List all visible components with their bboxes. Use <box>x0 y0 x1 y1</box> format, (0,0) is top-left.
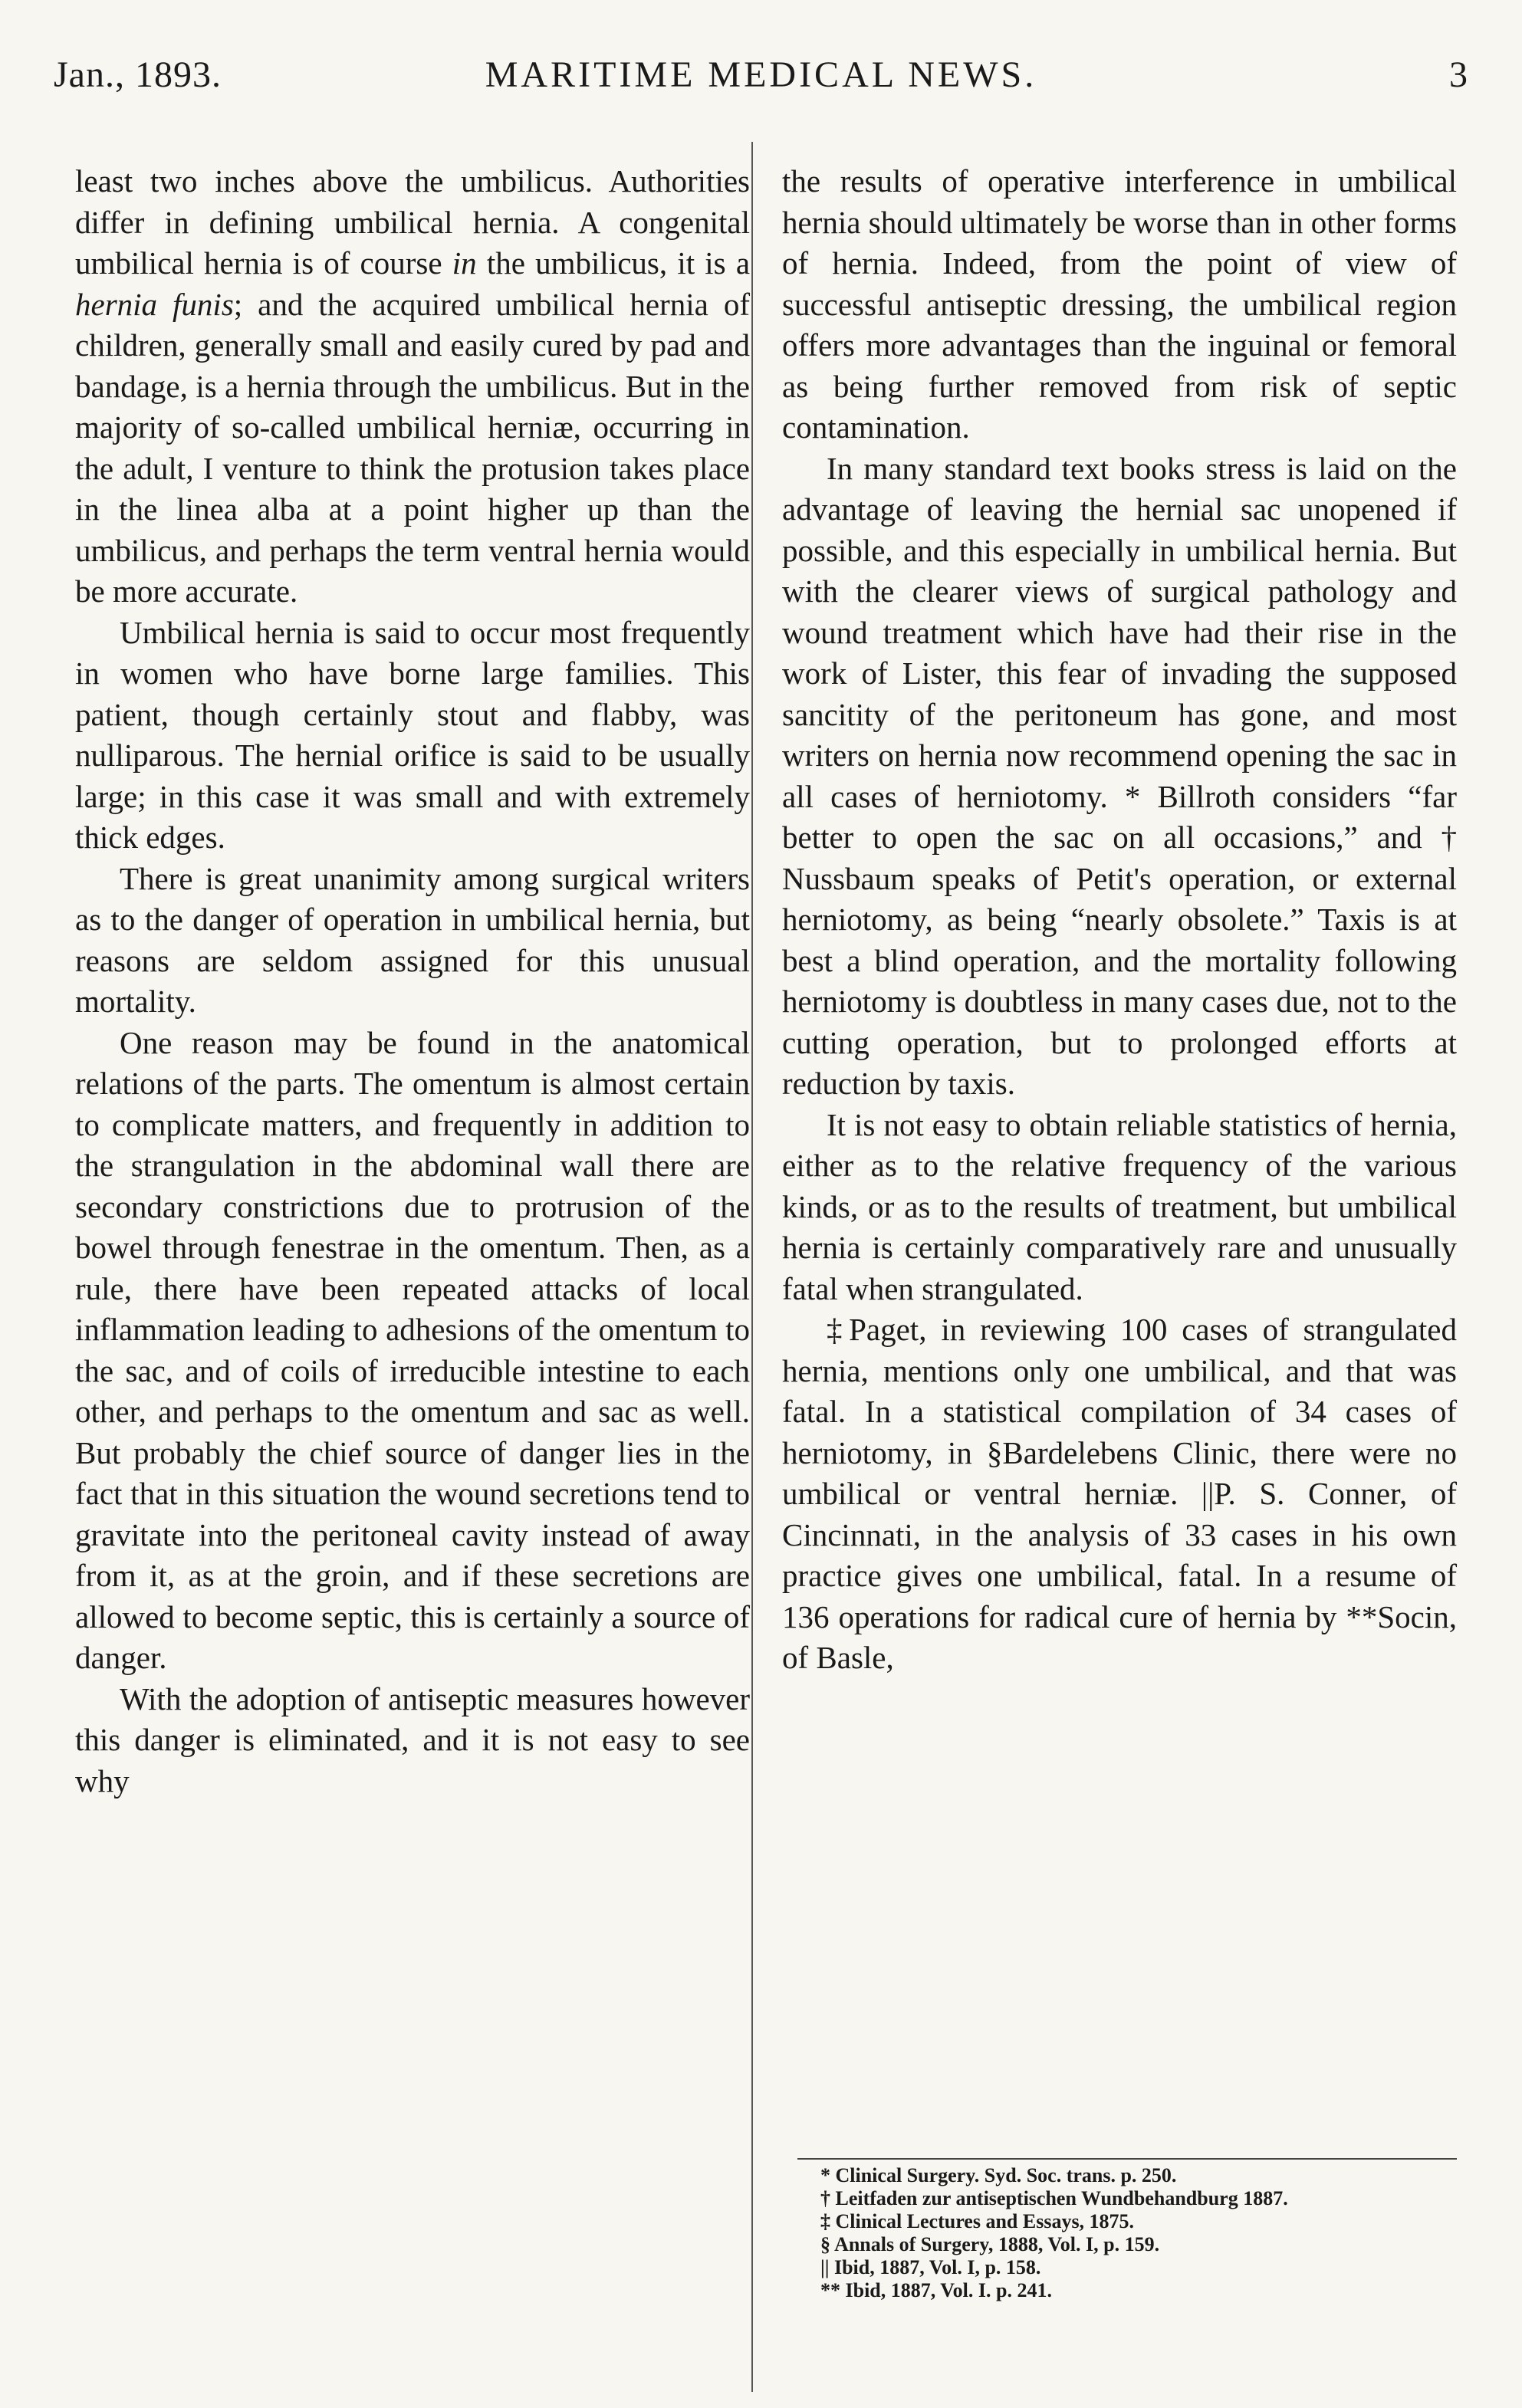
footnotes <box>797 2158 1457 2302</box>
footnote: || Ibid, 1887, Vol. I, p. 158. <box>820 2256 1041 2278</box>
paragraph: It is not easy to obtain reliable statistics of hernia, either as to the relative frequency of the various kinds, or as to the results of treatment, but umbilical hernia is certainly comparatively rare and unusually fatal when strangulated. <box>782 1106 1457 1306</box>
paragraph: One reason may be found in the anatomical relations of the parts. The omentum is almost certain to complicate matters, and frequently in addition to the strangulation in the abdominal wall there are secondary constrictions due to protrusion of the bowel through fenestrae in the omentum. Then, as a rule, there have been repeated attacks of local inflammation leading to adhesions of the omentum to the sac, and of coils of irreducible intestine to each other, and perhaps to the omentum and sac as well. But probably the chief source of danger lies in the fact that in this situation the wound secretions tend to gravitate into the peritoneal cavity instead of away from it, as at the groin, and if these secretions are allowed to become septic, this is certainly a source of danger. <box>75 1024 750 1675</box>
footnote: † Leitfaden zur antiseptischen Wundbehandburg 1887. <box>820 2187 1288 2209</box>
paragraph: There is great unanimity among surgical writers as to the danger of operation in umbilical hernia, but reasons are seldom assigned for this unusual mortality. <box>75 860 750 1019</box>
footnote: ** Ibid, 1887, Vol. I. p. 241. <box>820 2279 1052 2301</box>
emphasis-text: hernia funis <box>75 286 234 322</box>
paragraph-text: the umbilicus, it is a <box>486 245 751 281</box>
footnote: * Clinical Surgery. Syd. Soc. trans. p. 250. <box>820 2164 1177 2186</box>
footnote: ‡ Clinical Lectures and Essays, 1875. <box>820 2210 1135 2232</box>
right-column <box>782 161 1457 1679</box>
emphasis-text: in <box>452 245 477 281</box>
paragraph <box>75 161 750 613</box>
paragraph: the results of operative interference in umbilical hernia should ultimately be worse than in other forms of hernia. Indeed, from the point of view of successful antiseptic dressing, the umbilical region offers more advantages than the inguinal or femoral as being further removed from risk of septic contamination. <box>782 163 1457 445</box>
paragraph: Umbilical hernia is said to occur most frequently in women who have borne large families. This patient, though certainly stout and flabby, was nulliparous. The hernial orifice is said to be usually large; in this case it was small and with extremely thick edges. <box>75 614 750 855</box>
left-column <box>75 161 750 1802</box>
footnote: § Annals of Surgery, 1888, Vol. I, p. 159. <box>820 2233 1160 2255</box>
header-date: Jan., 1893. <box>54 54 222 95</box>
page-number: 3 <box>1449 54 1468 95</box>
paragraph-text: ; and the acquired umbilical hernia of children, generally small and easily cured by pad and bandage, is a hernia through the umbilicus. But in the majority of so-called umbilical herniæ, occurring in the adult, I venture to think the protusion takes place in the linea alba at a point higher up than the umbilicus, and perhaps the term ventral hernia would be more accurate. <box>75 286 750 609</box>
paragraph: ‡Paget, in reviewing 100 cases of strangulated hernia, mentions only one umbilical, and that was fatal. In a statistical compilation of 34 cases of herniotomy, in §Bardelebens Clinic, there were no umbilical or ventral herniæ. ||P. S. Conner, of Cincinnati, in the analysis of 33 cases in his own practice gives one umbilical, fatal. In a resume of 136 operations for radical cure of hernia by **Socin, of Basle, <box>782 1312 1457 1675</box>
paragraph: In many standard text books stress is laid on the advantage of leaving the hernial sac unopened if possible, and this especially in umbilical hernia. But with the clearer views of surgical pathology and wound treatment which have had their rise in the work of Lister, this fear of invading the supposed sancitity of the peritoneum has gone, and most writers on hernia now recommend opening the sac in all cases of herniotomy. * Billroth considers “far better to open the sac on all occasions,” and † Nussbaum speaks of Petit's operation, or external herniotomy, as being “nearly obsolete.” Taxis is at best a blind operation, and the mortality following herniotomy is doubtless in many cases due, not to the cutting operation, but to prolonged efforts at reduction by taxis. <box>782 450 1457 1101</box>
column-divider <box>751 142 753 2392</box>
page-header <box>54 54 1468 115</box>
journal-title: MARITIME MEDICAL NEWS. <box>485 54 1037 95</box>
paragraph: With the adoption of antiseptic measures however this danger is eliminated, and it is not easy to see why <box>75 1680 750 1799</box>
paragraph-text: least two inches above the umbilicus. Authorities differ in defining umbilical hernia. A congenital umbilical hernia is of course <box>75 163 750 281</box>
